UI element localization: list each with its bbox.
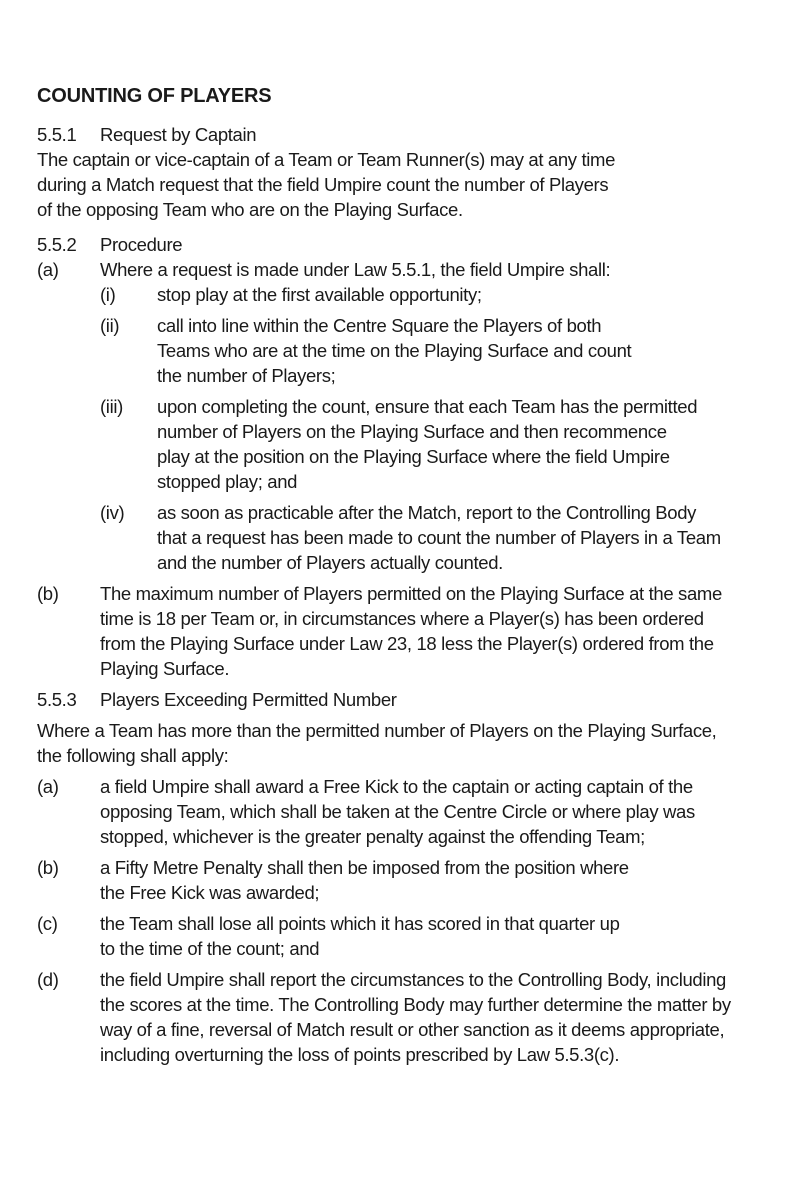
clause-552-a-ii (100, 313, 767, 388)
clause-553-c (37, 911, 767, 961)
document-page (37, 84, 767, 1067)
clause-553-d (37, 967, 767, 1067)
clause-553-b (37, 855, 767, 905)
subsection-551-header (37, 122, 767, 147)
subclause-label: (ii) (100, 315, 120, 336)
subsection-552-number: 5.5.2 (37, 234, 77, 255)
subsection-551-text: The captain or vice-captain of a Team or Team Runner(s) may at any time during a Match request that the field Umpire count the number of Players of the opposing Team who are on the Playing Surface. (37, 149, 616, 220)
subclause-label: (iv) (100, 502, 125, 523)
clause-text: a Fifty Metre Penalty shall then be imposed from the position where the Free Kick was awarded; (100, 857, 629, 903)
subsection-552-header (37, 232, 767, 257)
clause-text: The maximum number of Players permitted on the Playing Surface at the same time is 18 per Team or, in circumstances where a Player(s) has been ordered from the Playing Surface under Law 23, 18 less the Player(s) ordered from the Playing Surface. (100, 583, 722, 679)
clause-label: (a) (37, 259, 59, 280)
subsection-553-title: Players Exceeding Permitted Number (100, 689, 397, 710)
clause-label: (d) (37, 969, 59, 990)
clause-label: (c) (37, 913, 58, 934)
clause-553-a (37, 774, 767, 849)
subclause-label: (i) (100, 284, 116, 305)
subsection-553-number: 5.5.3 (37, 689, 77, 710)
clause-text: the field Umpire shall report the circumstances to the Controlling Body, including the scores at the time. The Controlling Body may further determine the matter by way of a fine, reversal of Match result or other sanction as it deems appropriate, including overturning the loss of points prescribed by Law 5.5.3(c). (100, 969, 731, 1065)
clause-label: (a) (37, 776, 59, 797)
clause-552-a-iii (100, 394, 767, 494)
subclause-text: call into line within the Centre Square the Players of both Teams who are at the time on the Playing Surface and count the number of Players; (157, 315, 632, 386)
subsection-551-number: 5.5.1 (37, 124, 77, 145)
subsection-553-text: Where a Team has more than the permitted number of Players on the Playing Surface, the following shall apply: (37, 720, 717, 766)
clause-text: a field Umpire shall award a Free Kick to the captain or acting captain of the opposing Team, which shall be taken at the Centre Circle or where play was stopped, whichever is the greater penalty against the offending Team; (100, 776, 695, 847)
section-heading: COUNTING OF PLAYERS (37, 85, 272, 107)
clause-552-a-iv (100, 500, 767, 575)
subclause-text: stop play at the first available opportunity; (157, 284, 482, 305)
clause-552-b (37, 581, 767, 681)
clause-552-a-i (100, 282, 767, 307)
subclause-text: upon completing the count, ensure that each Team has the permitted number of Players on the Playing Surface and then recommence play at the position on the Playing Surface where the field Umpire stopped play; and (157, 396, 698, 492)
clause-text: the Team shall lose all points which it has scored in that quarter up to the time of the count; and (100, 913, 620, 959)
subclause-label: (iii) (100, 396, 123, 417)
clause-552-a (37, 257, 767, 282)
subsection-552-title: Procedure (100, 234, 183, 255)
subclause-text: as soon as practicable after the Match, report to the Controlling Body that a request has been made to count the number of Players in a Team and the number of Players actually counted. (157, 502, 721, 573)
subsection-551-title: Request by Captain (100, 124, 257, 145)
subsection-553-header (37, 687, 767, 712)
clause-text: Where a request is made under Law 5.5.1, the field Umpire shall: (100, 259, 611, 280)
clause-label: (b) (37, 583, 59, 604)
clause-label: (b) (37, 857, 59, 878)
